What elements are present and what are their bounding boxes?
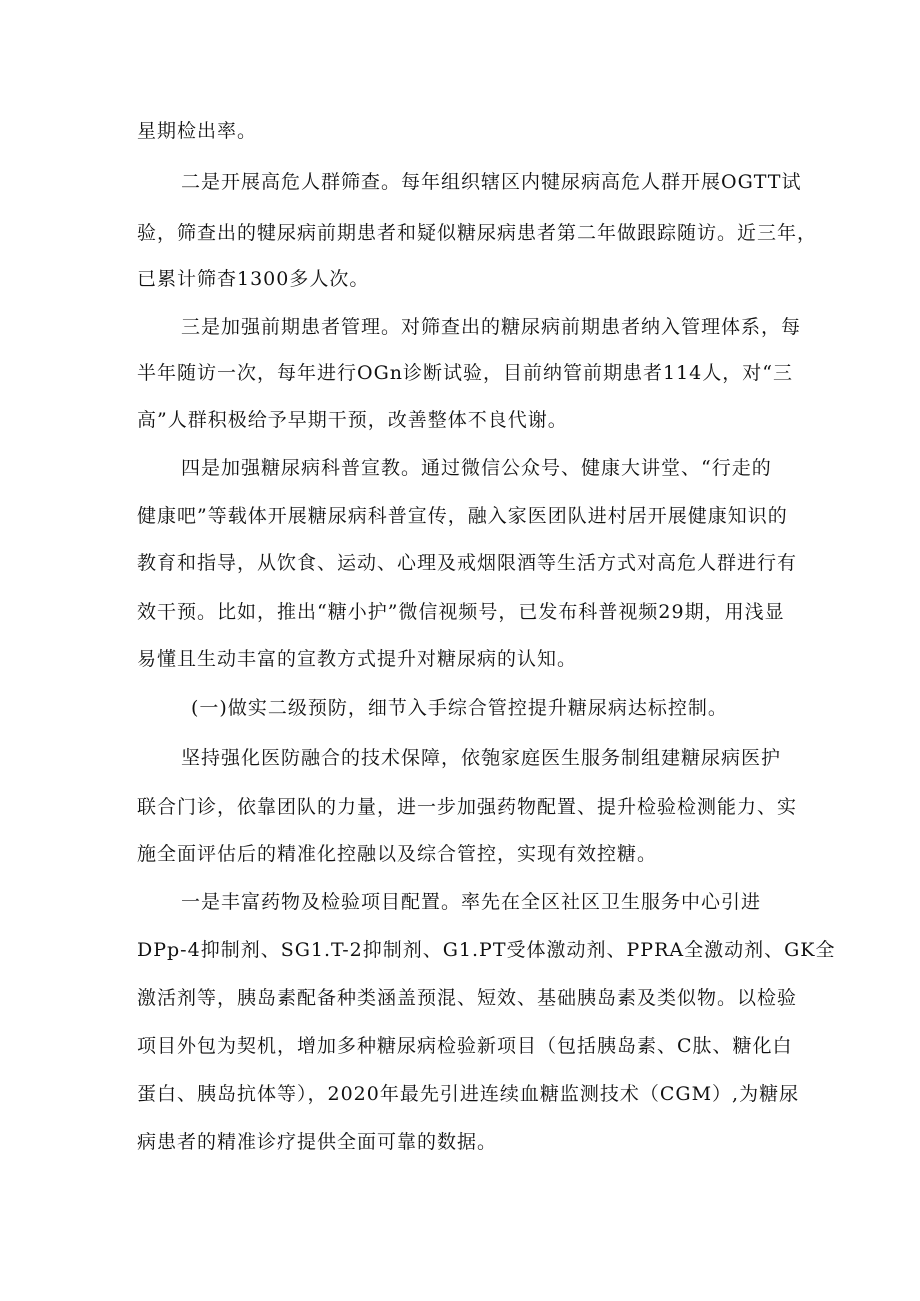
text-line: 三是加强前期患者管理。对筛查出的糖尿病前期患者纳入管理体系，每 xyxy=(181,316,802,338)
text-line: 联合门诊，依靠团队的力量，进一步加强药物配置、提升检验检测能力、实 xyxy=(137,796,798,818)
text-line: 病患者的精准诊疗提供全面可靠的数据。 xyxy=(137,1131,498,1153)
text-line: 高”人群积极给予早期干预，改善整体不良代谢。 xyxy=(137,409,568,431)
section-heading: (一)做实二级预防，细节入手综合管控提升糖尿病达标控制。 xyxy=(191,697,728,719)
text-line: 星期检出率。 xyxy=(137,120,258,142)
text-line: 已累计筛杳1300多人次。 xyxy=(137,268,370,290)
text-line: 健康吧”等载体开展糖尿病科普宣传，融入家医团队进村居开展健康知识的 xyxy=(137,505,788,527)
text-line: 坚持强化医防融合的技术保障，依匏家庭医生服务制组建糖尿病医护 xyxy=(181,747,782,769)
text-line: 项目外包为契机，增加多种糖尿病检验新项目（包括胰岛素、C肽、糖化白 xyxy=(137,1035,793,1057)
text-line: 二是开展高危人群筛查。每年组织辖区内犍尿病高危人群开展OGTT试 xyxy=(181,171,802,193)
text-line: 效干预。比如，推出“糖小护”微信视频号，已发布科普视频29期，用浅显 xyxy=(137,601,785,623)
text-line: 半年随访一次，每年进行OGn诊断试验，目前纳管前期患者114人，对“三 xyxy=(137,362,793,384)
text-line: 一是丰富药物及检验项目配置。率先在全区社区卫生服务中心引进 xyxy=(181,891,762,913)
text-line: 四是加强糖尿病科普宣教。通过微信公众号、健康大讲堂、“行走的 xyxy=(181,457,772,479)
text-line: DPp-4抑制剂、SG1.T-2抑制剂、G1.PT受体激动剂、PPRA全激动剂、GK全 xyxy=(137,939,836,961)
text-line: 验，筛查出的犍尿病前期患者和疑似糖尿病患者第二年做跟踪随访。近三年， xyxy=(137,222,818,244)
text-line: 易懂且生动丰富的宣教方式提升对糖尿病的认知。 xyxy=(137,648,578,670)
text-line: 激活剂等，胰岛素配备种类涵盖预混、短效、基础胰岛素及类似物。以检验 xyxy=(137,987,798,1009)
text-line: 教育和指导，从饮食、运动、心理及戒烟限酒等生活方式对高危人群进行有 xyxy=(137,552,798,574)
text-line: 蛋白、胰岛抗体等），2020年最先引进连续血糖监测技术（CGM）,为糖尿 xyxy=(137,1083,800,1105)
text-line: 施全面评估后的精准化控融以及综合管控，实现有效控糖。 xyxy=(137,843,658,865)
